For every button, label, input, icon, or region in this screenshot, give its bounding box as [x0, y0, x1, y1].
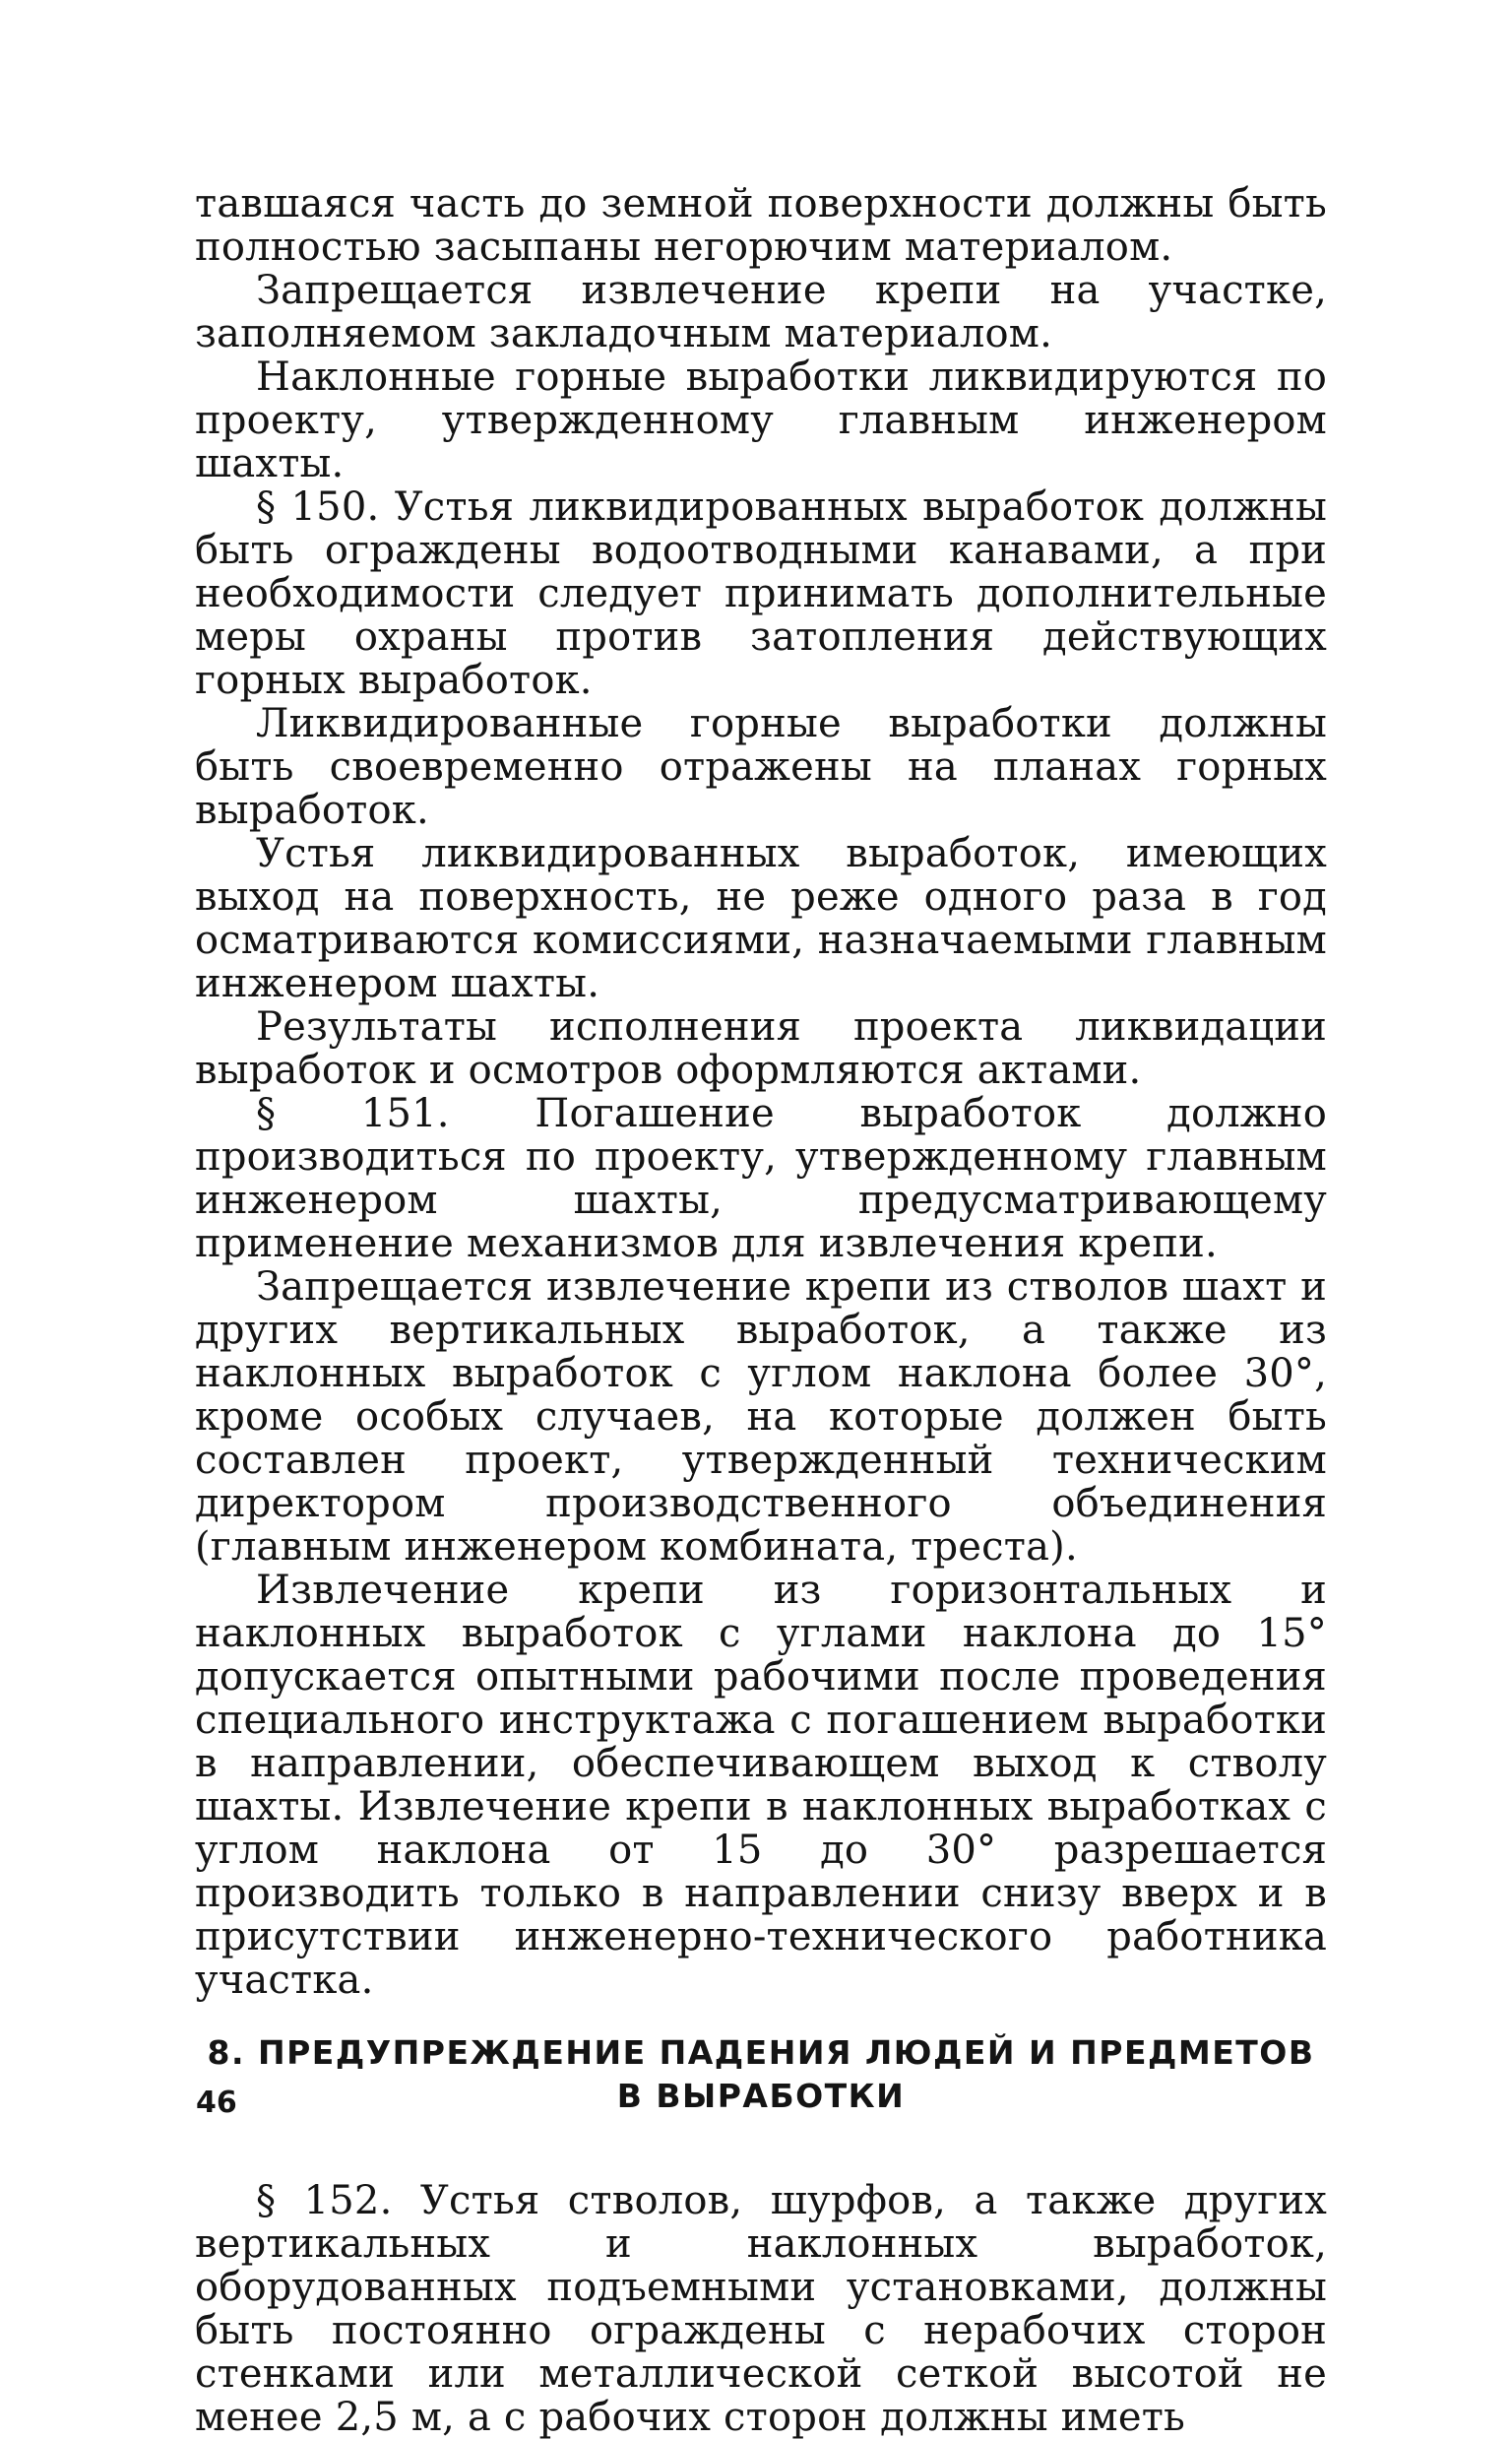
paragraph-inclined-workings: Наклонные горные выработки ликвидируются по проекту, утвержденному главным инженером шахты.	[195, 354, 1327, 486]
page-number: 46	[196, 2086, 237, 2120]
document-page	[195, 181, 1327, 2440]
section-150: § 150. Устья ликвидированных выработок должны быть ограждены водоотводными канавами, а при необходимости следует принимать дополнительные меры охраны против затопления действующих горных выработок.	[195, 484, 1327, 703]
paragraph-continuation: тавшаяся часть до земной поверхности должны быть полностью засыпаны негорючим материалом.	[195, 181, 1327, 270]
paragraph-inspection: Устья ликвидированных выработок, имеющих выход на поверхность, не реже одного раза в год осматриваются комиссиями, назначаемыми главным инженером шахты.	[195, 831, 1327, 1006]
paragraph-shaft-support: Запрещается извлечение крепи из стволов шахт и других вертикальных выработок, а также из наклонных выработок с углом наклона более 30°, кроме особых случаев, на которые должен быть составлен проект, утвержденный техническим директором производственного объединения (главным инженером комбината, треста).	[195, 1264, 1327, 1570]
section-heading	[195, 2031, 1327, 2118]
section-152: § 152. Устья стволов, шурфов, а также других вертикальных и наклонных выработок, оборудованных подъемными установками, должны быть постоянно ограждены с нерабочих сторон стенками или металлической сеткой высотой не менее 2,5 м, а с рабочих сторон должны иметь	[195, 2178, 1327, 2440]
section-151: § 151. Погашение выработок должно производиться по проекту, утвержденному главным инженером шахты, предусматривающему применение механизмов для извлечения крепи.	[195, 1091, 1327, 1266]
paragraph-plans: Ликвидированные горные выработки должны быть своевременно отражены на планах горных выработок.	[195, 701, 1327, 833]
section-heading-line2: В ВЫРАБОТКИ	[616, 2077, 906, 2115]
paragraph-acts: Результаты исполнения проекта ликвидации выработок и осмотров оформляются актами.	[195, 1004, 1327, 1093]
paragraph-support-ban: Запрещается извлечение крепи на участке, заполняемом закладочным материалом.	[195, 268, 1327, 356]
paragraph-horizontal-support: Извлечение крепи из горизонтальных и наклонных выработок с углами наклона до 15° допускается опытными рабочими после проведения специального инструктажа с погашением выработки в направлении, обеспечивающем выход к стволу шахты. Извлечение крепи в наклонных выработках с углом наклона от 15 до 30° разрешается производить только в направлении снизу вверх и в присутствии инженерно-технического работника участка.	[195, 1568, 1327, 2003]
section-heading-line1: 8. ПРЕДУПРЕЖДЕНИЕ ПАДЕНИЯ ЛЮДЕЙ И ПРЕДМЕТОВ	[207, 2033, 1315, 2072]
